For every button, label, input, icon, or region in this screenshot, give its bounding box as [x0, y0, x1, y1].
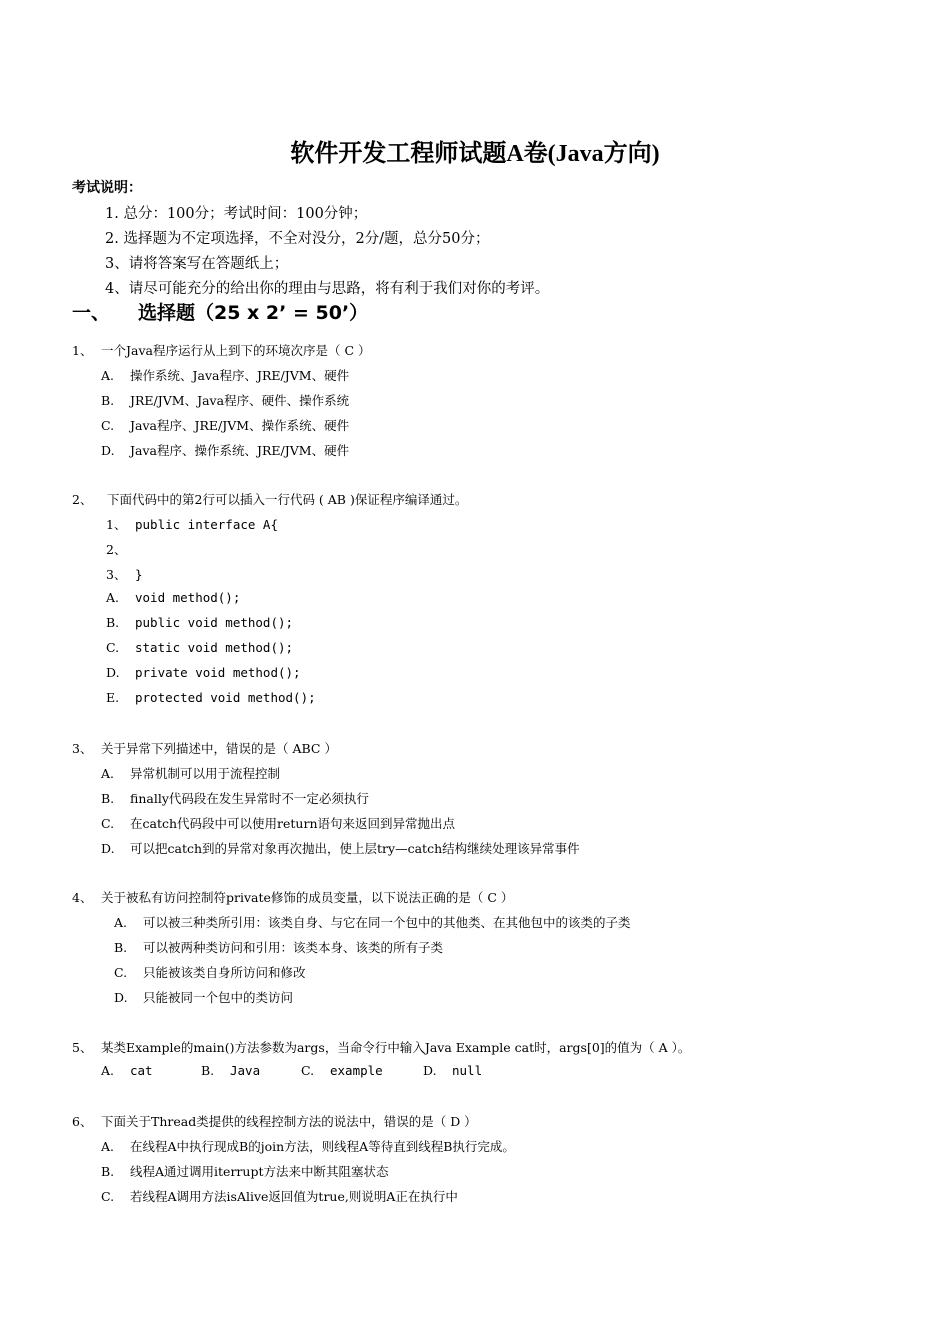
option-text: example — [330, 1063, 383, 1078]
option-text: 异常机制可以用于流程控制 — [130, 766, 281, 781]
option-label: B. — [106, 615, 120, 630]
question-number: 1、 — [72, 343, 93, 358]
option — [101, 391, 349, 409]
option-text: Java — [230, 1063, 261, 1078]
option — [114, 913, 631, 931]
question-number: 3、 — [72, 741, 93, 756]
question-text: 关于被私有访问控制符private修饰的成员变量，以下说法正确的是（ C ） — [101, 890, 514, 905]
question-text: 下面代码中的第2行可以插入一行代码 ( AB )保证程序编译通过。 — [107, 492, 468, 507]
option — [301, 1063, 383, 1078]
option-label: C. — [106, 640, 120, 655]
option-label: C. — [101, 1189, 115, 1204]
option-label: C. — [101, 418, 115, 433]
option — [101, 789, 369, 807]
note-item: 2. 选择题为不定项选择，不全对没分，2分/题，总分50分； — [105, 231, 490, 247]
question-5 — [72, 1038, 690, 1056]
option-text: 操作系统、Java程序、JRE/JVM、硬件 — [130, 368, 350, 383]
question-number: 5、 — [72, 1040, 93, 1055]
option-label: A. — [106, 590, 120, 605]
option-label: B. — [101, 1164, 115, 1179]
option-label: A. — [101, 766, 115, 781]
option-label: D. — [106, 665, 120, 680]
option — [423, 1063, 482, 1078]
option-text: public void method(); — [135, 615, 294, 630]
option-label: D. — [101, 443, 115, 458]
option-text: Java程序、JRE/JVM、操作系统、硬件 — [130, 418, 350, 433]
option — [101, 441, 349, 459]
question-text: 某类Example的main()方法参数为args，当命令行中输入Java Example cat时，args[0]的值为（ A ）。 — [101, 1040, 691, 1055]
option-text: static void method(); — [135, 640, 294, 655]
question-3 — [72, 739, 337, 757]
option-label: B. — [201, 1063, 215, 1078]
option — [101, 366, 349, 384]
section-title: 选择题（25 x 2’ = 50’） — [138, 302, 369, 324]
option — [201, 1063, 260, 1078]
option-label: C. — [114, 965, 128, 980]
option — [101, 839, 580, 857]
question-text: 关于异常下列描述中，错误的是（ ABC ） — [101, 741, 337, 756]
option-text: 在catch代码段中可以使用return语句来返回到异常抛出点 — [130, 816, 456, 831]
option-text: Java程序、操作系统、JRE/JVM、硬件 — [130, 443, 350, 458]
question-1 — [72, 341, 371, 359]
option-text: 只能被同一个包中的类访问 — [143, 990, 294, 1005]
code-line-number: 3、 — [106, 567, 127, 582]
option-text: 可以被两种类访问和引用：该类本身、该类的所有子类 — [143, 940, 444, 955]
question-6 — [72, 1112, 477, 1130]
section-number: 一、 — [72, 302, 111, 324]
question-text: 一个Java程序运行从上到下的环境次序是（ C ） — [101, 343, 371, 358]
option-label: E. — [106, 690, 120, 705]
option — [101, 1137, 515, 1155]
option — [114, 988, 293, 1006]
page-title: 软件开发工程师试题A卷(Java方向) — [290, 141, 660, 167]
code-line — [106, 540, 135, 558]
option-label: A. — [101, 1139, 115, 1154]
note-item: 4、请尽可能充分的给出你的理由与思路，将有利于我们对你的考评。 — [105, 281, 550, 297]
code-line-number: 2、 — [106, 542, 127, 557]
option-text: 若线程A调用方法isAlive返回值为true,则说明A正在执行中 — [130, 1189, 458, 1204]
question-text: 下面关于Thread类提供的线程控制方法的说法中，错误的是（ D ） — [101, 1114, 477, 1129]
option-text: 只能被该类自身所访问和修改 — [143, 965, 306, 980]
option — [101, 764, 280, 782]
option-text: cat — [130, 1063, 153, 1078]
code-text: } — [135, 567, 143, 582]
option-text: 在线程A中执行现成B的join方法，则线程A等待直到线程B执行完成。 — [130, 1139, 515, 1154]
option — [101, 814, 455, 832]
option — [101, 1187, 458, 1205]
option-text: null — [452, 1063, 483, 1078]
option-label: A. — [101, 1063, 115, 1078]
option-text: 线程A通过调用iterrupt方法来中断其阻塞状态 — [130, 1164, 389, 1179]
option-label: B. — [114, 940, 128, 955]
option-label: A. — [101, 368, 115, 383]
option — [106, 665, 301, 680]
option — [114, 963, 306, 981]
option — [106, 690, 316, 705]
question-number: 6、 — [72, 1114, 93, 1129]
option-text: 可以把catch到的异常对象再次抛出，使上层try—catch结构继续处理该异常事件 — [130, 841, 580, 856]
question-number: 4、 — [72, 890, 93, 905]
notes-heading: 考试说明： — [72, 180, 142, 196]
code-line — [106, 515, 278, 533]
option — [106, 590, 240, 605]
option — [114, 938, 443, 956]
option-text: private void method(); — [135, 665, 301, 680]
note-item: 3、请将答案写在答题纸上； — [105, 256, 289, 272]
option — [106, 615, 293, 630]
note-item: 1. 总分：100分；考试时间：100分钟； — [105, 206, 368, 222]
option — [101, 1162, 388, 1180]
option-label: D. — [423, 1063, 437, 1078]
code-line — [106, 565, 143, 583]
option-label: B. — [101, 393, 115, 408]
option-label: B. — [101, 791, 115, 806]
option — [106, 640, 293, 655]
option-label: A. — [114, 915, 128, 930]
option-text: void method(); — [135, 590, 241, 605]
option-label: C. — [301, 1063, 315, 1078]
question-2 — [72, 490, 467, 508]
code-text: public interface A{ — [135, 517, 278, 532]
option-text: 可以被三种类所引用：该类自身、与它在同一个包中的其他类、在其他包中的该类的子类 — [143, 915, 631, 930]
option-text: finally代码段在发生异常时不一定必须执行 — [130, 791, 369, 806]
question-4 — [72, 888, 513, 906]
option-label: D. — [114, 990, 128, 1005]
option-label: D. — [101, 841, 115, 856]
option-label: C. — [101, 816, 115, 831]
option — [101, 1063, 153, 1078]
code-line-number: 1、 — [106, 517, 127, 532]
option-text: JRE/JVM、Java程序、硬件、操作系统 — [130, 393, 350, 408]
question-number: 2、 — [72, 492, 93, 507]
section-heading — [72, 298, 368, 325]
option-text: protected void method(); — [135, 690, 316, 705]
option — [101, 416, 349, 434]
